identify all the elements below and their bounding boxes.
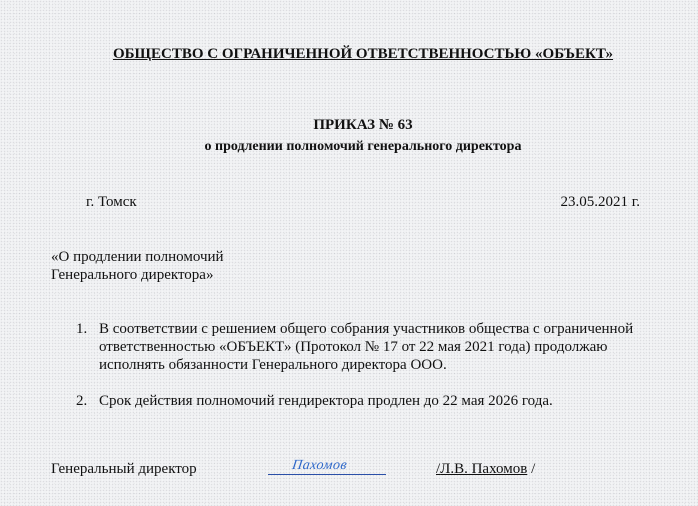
order-title: ПРИКАЗ № 63 xyxy=(313,117,413,133)
item-text: В соответствии с решением общего собрания участников общества с ограниченной ответственностью «ОБЪЕКТ» (Протокол № 17 от 22 мая 2021 года) продолжаю исполнять обязанности Генерального директора ООО. xyxy=(99,321,634,373)
item-number: 2. xyxy=(76,393,88,409)
handwritten-signature: Пахомов xyxy=(291,458,349,473)
signature-line xyxy=(268,474,386,475)
signatory-name xyxy=(436,461,535,478)
slash-left: / xyxy=(436,461,441,477)
slash-right: / xyxy=(527,461,536,477)
order-subtitle: о продлении полномочий генерального директора xyxy=(204,139,522,154)
order-subject xyxy=(51,248,224,284)
item-text: Срок действия полномочий гендиректора продлен до 22 мая 2026 года. xyxy=(99,393,553,409)
order-item xyxy=(76,320,676,374)
subject-line-2: Генерального директора» xyxy=(51,267,214,283)
order-items xyxy=(76,320,676,410)
subject-line-1: «О продлении полномочий xyxy=(51,249,224,265)
signatory-name-text: Л.В. Пахомов xyxy=(440,461,528,477)
item-number: 1. xyxy=(76,321,88,337)
city: г. Томск xyxy=(86,194,137,210)
order-date: 23.05.2021 г. xyxy=(560,194,640,210)
order-item xyxy=(76,392,676,410)
signature-role: Генеральный директор xyxy=(51,461,197,477)
company-name: ОБЩЕСТВО С ОГРАНИЧЕННОЙ ОТВЕТСТВЕННОСТЬЮ «ОБЪЕКТ» xyxy=(112,46,614,62)
